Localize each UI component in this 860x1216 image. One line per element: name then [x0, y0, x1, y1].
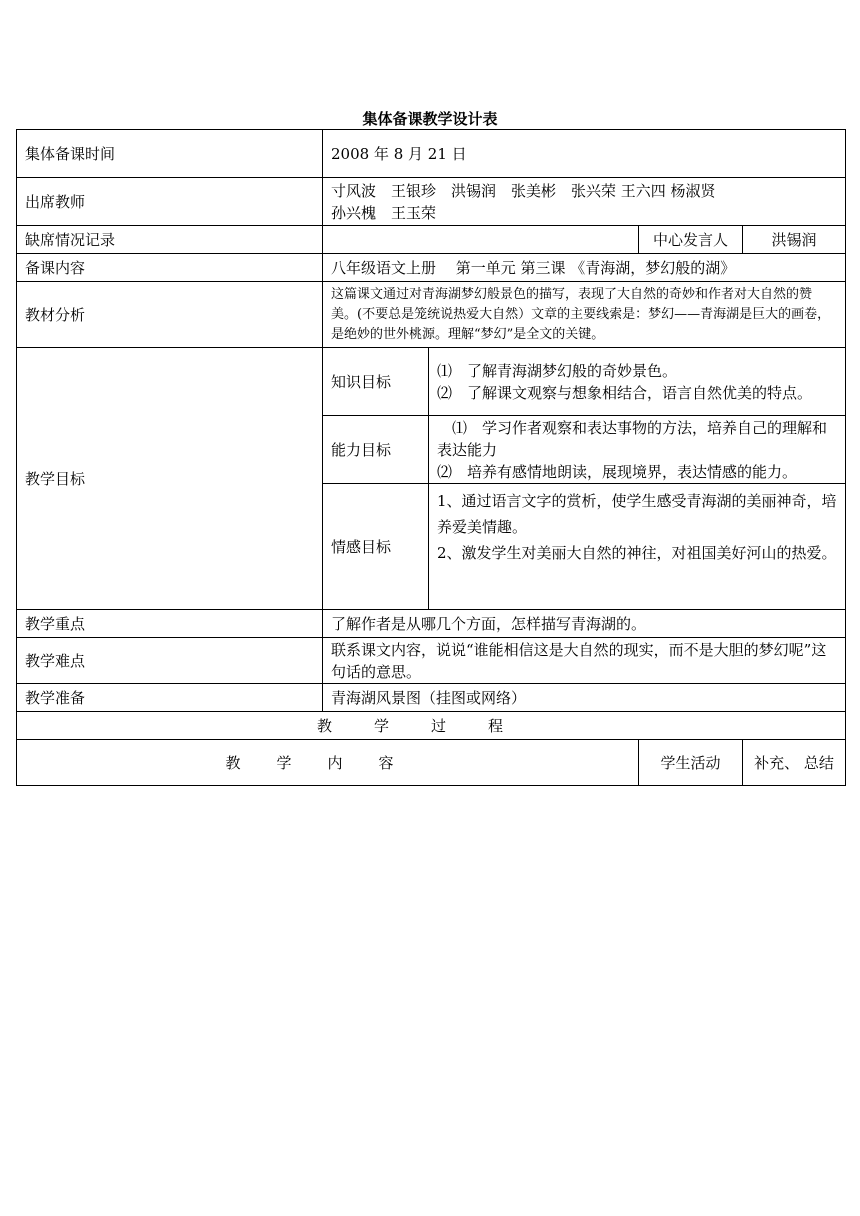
content-label: 备课内容: [17, 254, 323, 282]
row-analysis: [17, 282, 846, 348]
speaker-label: 中心发言人: [639, 226, 743, 254]
knowledge-label: 知识目标: [323, 348, 429, 416]
row-focus: [17, 610, 846, 638]
page-title: 集体备课教学设计表: [362, 110, 498, 128]
analysis-value: 这篇课文通过对青海湖梦幻般景色的描写，表现了大自然的奇妙和作者对大自然的赞美。(不要总是笼统说热爱大自然）文章的主要线索是：梦幻——青海湖是巨大的画卷，是绝妙的世外桃源。理解“梦幻”是全文的关键。: [323, 282, 846, 348]
ability-value: [429, 416, 846, 484]
absence-value: [323, 226, 639, 254]
process-header: 教学过程: [17, 712, 846, 740]
speaker-value: 洪锡润: [743, 226, 846, 254]
row-process-header: [17, 712, 846, 740]
time-label: 集体备课时间: [17, 130, 323, 178]
teachers-line-1: 寸风波 王银珍 洪锡润 张美彬 张兴荣 王六四 杨淑贤: [331, 181, 716, 200]
content-value: 八年级语文上册 第一单元 第三课 《青海湖，梦幻般的湖》: [323, 254, 846, 282]
ability-label: 能力目标: [323, 416, 429, 484]
process-col-content: 教学内容: [17, 740, 639, 786]
prep-value: 青海湖风景图（挂图或网络）: [323, 684, 846, 712]
difficulty-label: 教学难点: [17, 638, 323, 684]
row-time: [17, 130, 846, 178]
knowledge-item-1: ⑴ 了解青海湖梦幻般的奇妙景色。: [437, 361, 678, 380]
ability-item-2: ⑵ 培养有感情地朗读，展现境界，表达情感的能力。: [437, 462, 798, 481]
row-process-columns: [17, 740, 846, 786]
row-difficulty: [17, 638, 846, 684]
emotion-label: 情感目标: [323, 484, 429, 610]
teachers-label: 出席教师: [17, 178, 323, 226]
lesson-plan-table: [16, 129, 846, 786]
row-teachers: [17, 178, 846, 226]
knowledge-value: [429, 348, 846, 416]
process-col-activity: 学生活动: [639, 740, 743, 786]
analysis-label: 教材分析: [17, 282, 323, 348]
emotion-item-1: 1、通过语言文字的赏析，使学生感受青海湖的美丽神奇，培养爱美情趣。: [437, 492, 837, 536]
teachers-value: [323, 178, 846, 226]
emotion-item-2: 2、激发学生对美丽大自然的神往，对祖国美好河山的热爱。: [437, 544, 837, 562]
emotion-value: [429, 484, 846, 610]
row-content: [17, 254, 846, 282]
prep-label: 教学准备: [17, 684, 323, 712]
ability-item-1: ⑴ 学习作者观察和表达事物的方法，培养自己的理解和表达能力: [437, 418, 828, 459]
row-prep: [17, 684, 846, 712]
time-value: 2008 年 8 月 21 日: [323, 130, 846, 178]
absence-label: 缺席情况记录: [17, 226, 323, 254]
focus-value: 了解作者是从哪几个方面，怎样描写青海湖的。: [323, 610, 846, 638]
row-knowledge: [17, 348, 846, 416]
row-absence: [17, 226, 846, 254]
knowledge-item-2: ⑵ 了解课文观察与想象相结合，语言自然优美的特点。: [437, 383, 813, 402]
focus-label: 教学重点: [17, 610, 323, 638]
process-col-summary: 补充、 总结: [743, 740, 846, 786]
objectives-label: 教学目标: [17, 348, 323, 610]
difficulty-value: 联系课文内容，说说“谁能相信这是大自然的现实，而不是大胆的梦幻呢”这句话的意思。: [323, 638, 846, 684]
teachers-line-2: 孙兴槐 王玉荣: [331, 203, 437, 222]
